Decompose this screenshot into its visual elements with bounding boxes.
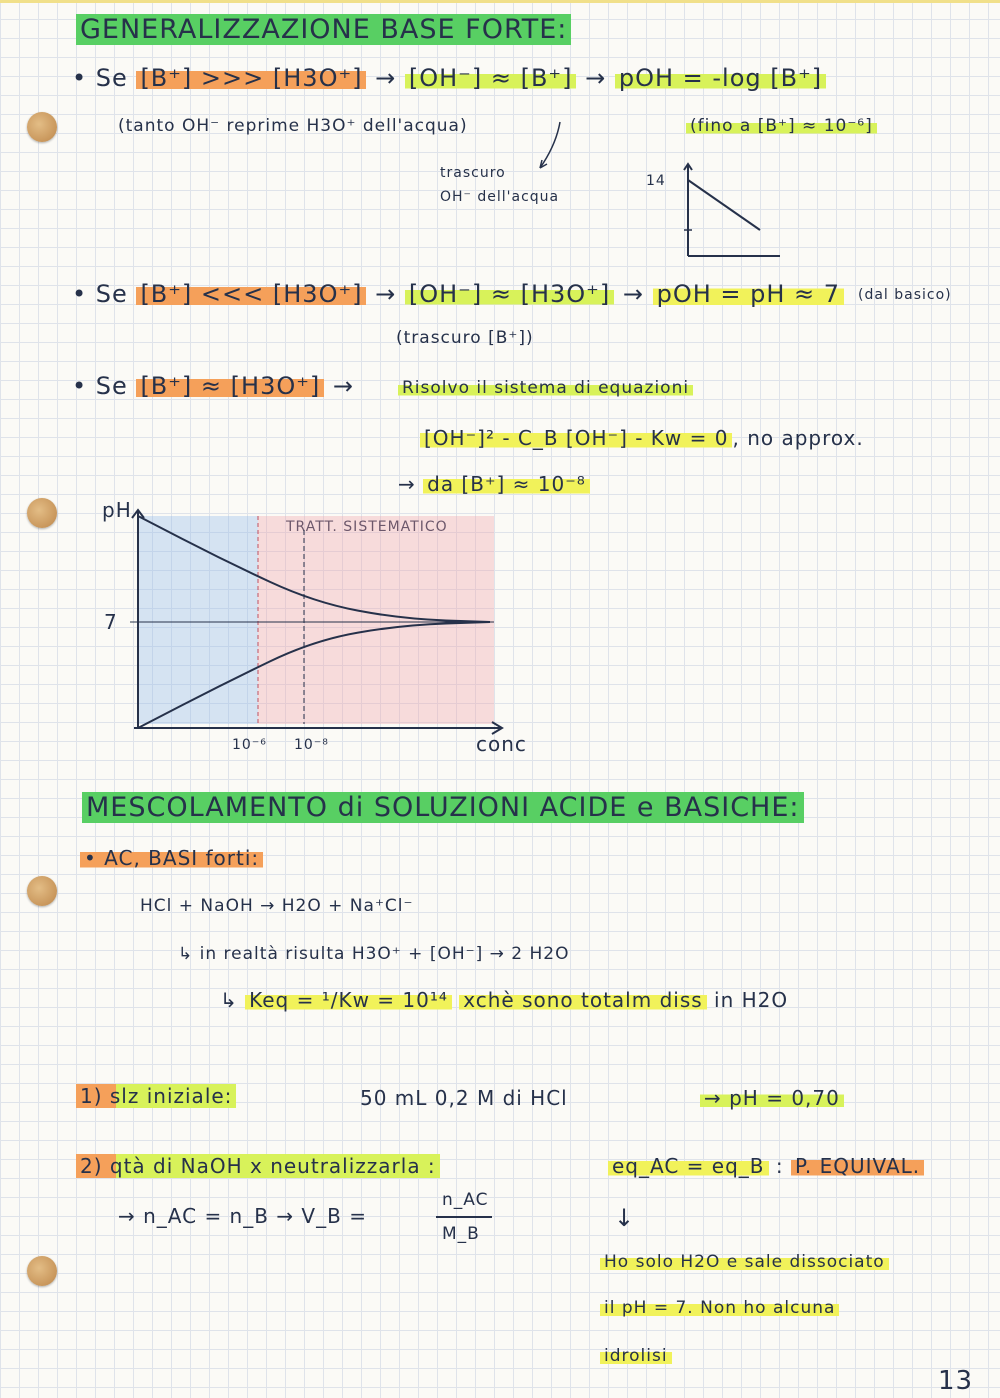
arrow: → bbox=[375, 280, 397, 308]
chart-tick-1: 10⁻⁶ bbox=[232, 737, 267, 753]
reality-text: in realtà risulta H3O⁺ + [OH⁻] → 2 H2O bbox=[199, 944, 570, 964]
keq-tail: in H2O bbox=[714, 988, 789, 1012]
chart-tick-2: 10⁻⁸ bbox=[294, 737, 329, 753]
case3-bullet: • Se bbox=[72, 372, 128, 400]
binder-hole bbox=[27, 1256, 57, 1286]
case1-condition: [B⁺] >>> [H3O⁺] bbox=[136, 64, 366, 92]
case3-from-line bbox=[398, 474, 590, 494]
step2-conclusion-2: il pH = 7. Non ho alcuna bbox=[600, 1300, 839, 1317]
step1-value: 50 mL 0,2 M di HCl bbox=[360, 1086, 568, 1110]
arrow: → bbox=[398, 472, 416, 496]
case2-condition: [B⁺] <<< [H3O⁺] bbox=[136, 280, 366, 308]
step2-frac-num: n_AC bbox=[442, 1190, 489, 1210]
arrow: → bbox=[375, 64, 397, 92]
step2-colon: : bbox=[775, 1154, 784, 1178]
case2-result: [OH⁻] ≈ [H3O⁺] bbox=[405, 280, 614, 308]
chart-region-label: TRATT. SISTEMATICO bbox=[286, 519, 448, 535]
mini-graph bbox=[680, 160, 800, 250]
step2-label: 2) qtà di NaOH x neutralizzarla : bbox=[76, 1156, 440, 1176]
step1-line bbox=[76, 1086, 236, 1106]
keq: Keq = ¹/Kw = 10¹⁴ bbox=[245, 988, 452, 1012]
binder-hole bbox=[27, 876, 57, 906]
case3-no-approx: , no approx. bbox=[732, 426, 864, 450]
binder-hole bbox=[27, 498, 57, 528]
chart-xlabel: conc bbox=[476, 732, 527, 756]
case2-ph: pOH = pH ≈ 7 bbox=[653, 280, 844, 308]
keq-line bbox=[220, 990, 788, 1010]
fraction-bar bbox=[436, 1216, 492, 1218]
step1-label: 1) slz iniziale: bbox=[76, 1084, 236, 1108]
arrow: → bbox=[332, 372, 355, 400]
case1-annotation-arrow bbox=[0, 0, 1000, 303]
case3-result: Risolvo il sistema di equazioni bbox=[398, 380, 693, 397]
chart-y7: 7 bbox=[104, 610, 118, 634]
case1-result: [OH⁻] ≈ [B⁺] bbox=[405, 64, 577, 92]
step2-equival: P. EQUIVAL. bbox=[791, 1154, 924, 1178]
section-title-mescolamento: MESCOLAMENTO di SOLUZIONI ACIDE e BASICHE: bbox=[82, 794, 804, 821]
case2-note: (dal basico) bbox=[858, 287, 952, 303]
chart-ylabel: pH bbox=[102, 498, 132, 522]
case1-neglect-1: trascuro bbox=[440, 165, 506, 181]
step2-eq: eq_AC = eq_B bbox=[608, 1154, 769, 1178]
case3-equation: [OH⁻]² - C_B [OH⁻] - Kw = 0 bbox=[420, 426, 732, 450]
case1-poh: pOH = -log [B⁺] bbox=[615, 64, 826, 92]
case3-condition: [B⁺] ≈ [H3O⁺] bbox=[136, 372, 324, 400]
step2-eq-line bbox=[608, 1156, 924, 1176]
case3-line bbox=[72, 374, 354, 398]
step2-relation: → n_AC = n_B → V_B = bbox=[118, 1204, 367, 1228]
case2-line bbox=[72, 282, 844, 306]
case1-neglect-2: OH⁻ dell'acqua bbox=[440, 189, 560, 205]
case1-bullet: • Se bbox=[72, 64, 128, 92]
arrow: → bbox=[585, 64, 607, 92]
section-acbasi: • AC, BASI forti: bbox=[80, 848, 263, 868]
case1-note: (tanto OH⁻ reprime H3O⁺ dell'acqua) bbox=[118, 116, 468, 136]
keq-reason: xchè sono totalm diss bbox=[459, 988, 706, 1012]
ph-chart bbox=[120, 510, 520, 753]
reaction: HCl + NaOH → H2O + Na⁺Cl⁻ bbox=[140, 896, 414, 916]
hook-arrow: ↳ bbox=[178, 944, 194, 964]
step2-conclusion-1: Ho solo H2O e sale dissociato bbox=[600, 1254, 889, 1271]
case2-bullet: • Se bbox=[72, 280, 128, 308]
step1-result: → pH = 0,70 bbox=[700, 1088, 844, 1108]
page-number: 13 bbox=[938, 1366, 974, 1396]
reality-line bbox=[178, 946, 569, 963]
case2-neglect: (trascuro [B⁺]) bbox=[396, 328, 534, 348]
hook-arrow: ↳ bbox=[220, 988, 238, 1012]
step2-frac-den: M_B bbox=[442, 1224, 480, 1244]
case3-equation-line bbox=[420, 428, 864, 448]
case3-from: da [B⁺] ≈ 10⁻⁸ bbox=[423, 472, 590, 496]
case1-limit: (fino a [B⁺] ≈ 10⁻⁶] bbox=[686, 118, 877, 135]
down-arrow: ↓ bbox=[614, 1204, 636, 1232]
arrow: → bbox=[622, 280, 644, 308]
step2-conclusion-3: idrolisi bbox=[600, 1348, 672, 1365]
section-title-base-forte: GENERALIZZAZIONE BASE FORTE: bbox=[76, 16, 571, 43]
mini-graph-label: 14 bbox=[646, 173, 666, 189]
